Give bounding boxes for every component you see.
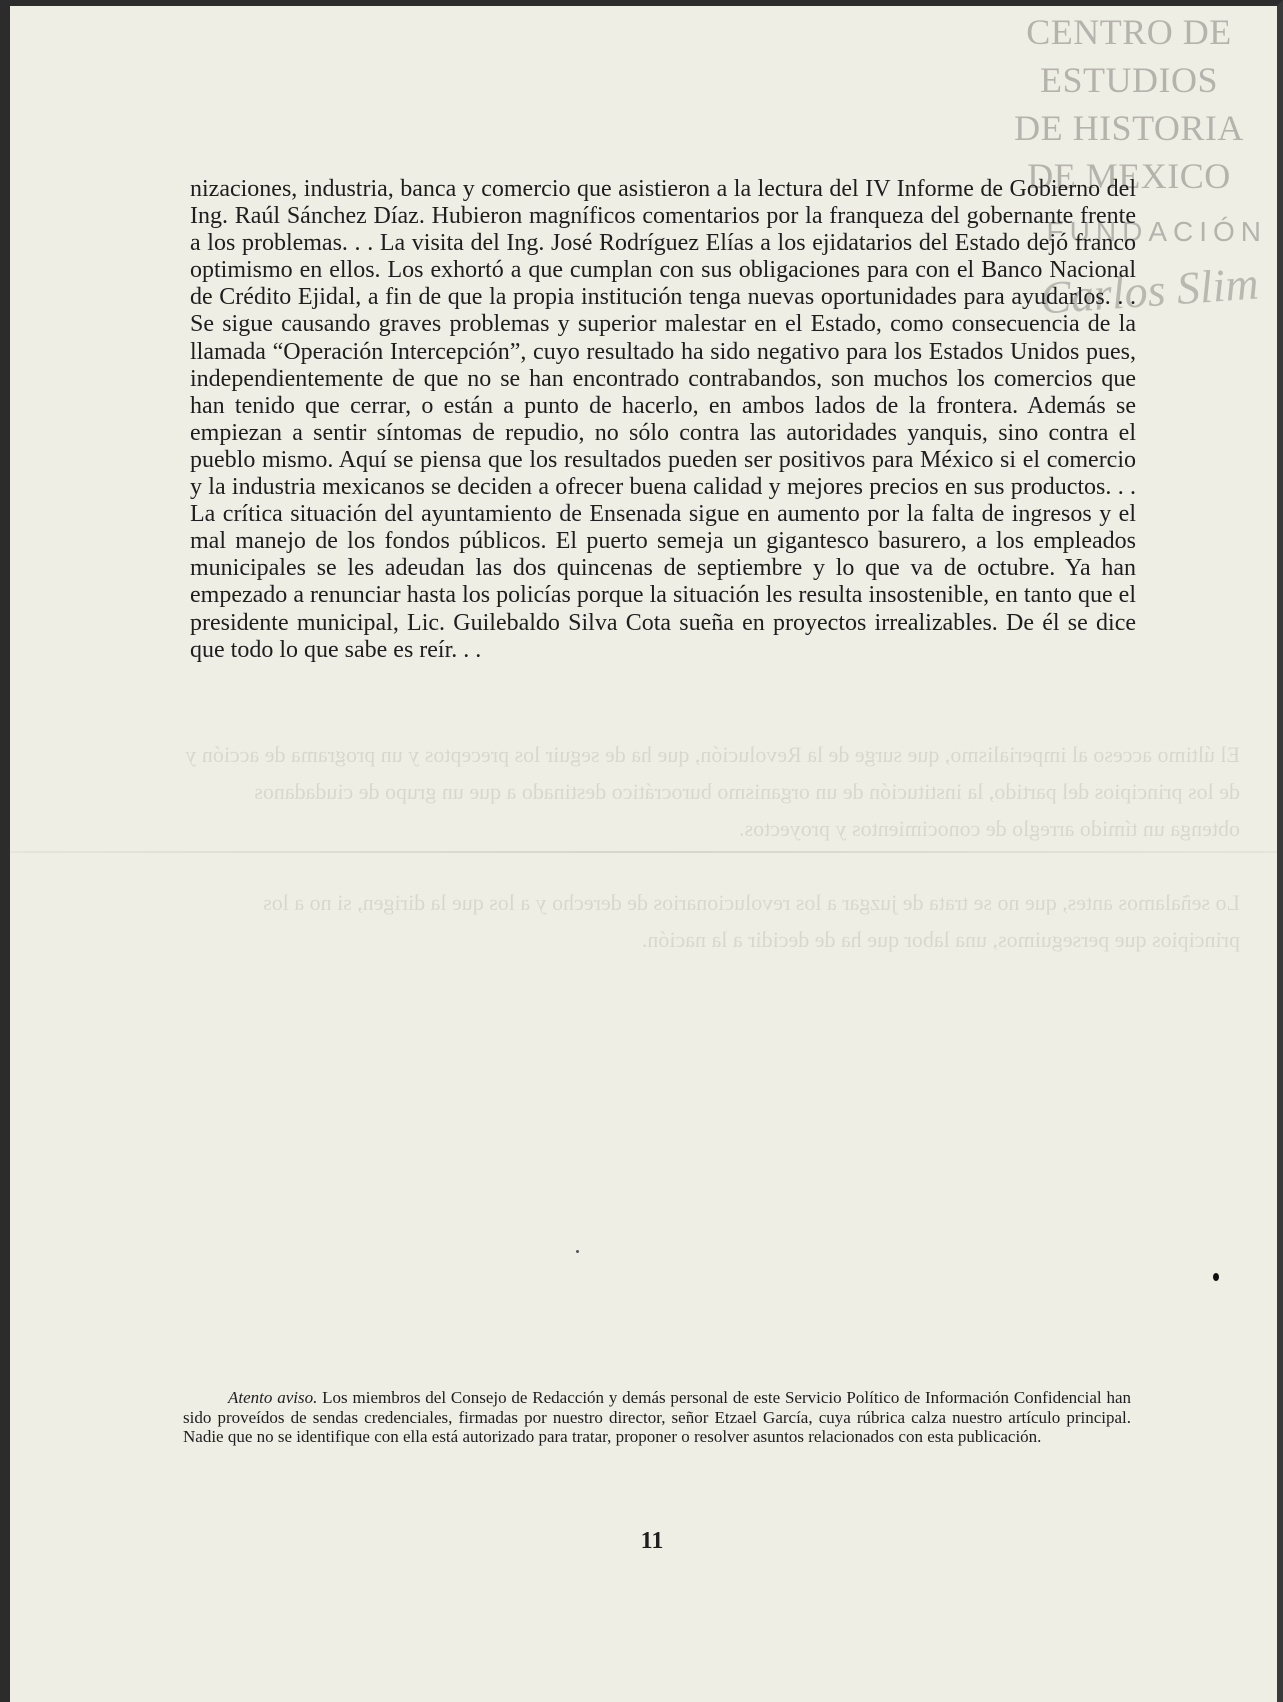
- watermark-signature: Carlos Slim: [1038, 257, 1261, 324]
- ink-speck: [1213, 1273, 1219, 1281]
- archive-watermark-stamp: [989, 8, 1269, 200]
- ink-speck-small: [576, 1250, 579, 1253]
- watermark-line-2: ESTUDIOS: [1039, 60, 1218, 100]
- watermark-line-3: DE HISTORIA: [1014, 108, 1244, 148]
- notice-paragraph: [183, 1388, 1131, 1447]
- watermark-line-1: CENTRO DE: [1026, 12, 1232, 52]
- notice-text: Los miembros del Consejo de Redacción y demás personal de este Servicio Político de Información Confidencial han sido proveídos de sendas credenciales, firmadas por nuestro director, señor Etzael García, cuya rúbrica calza nuestro artículo principal. Nadie que no se identifique con ella está autorizado para tratar, proponer o resolver asuntos relacionados con esta publicación.: [183, 1388, 1132, 1447]
- paper-fold-line: [10, 851, 1277, 853]
- watermark-foundation: FUNDACIÓN: [1046, 216, 1267, 247]
- bleed-through-texture: El último acceso al imperialismo, que surge de la Revolución, que ha de seguir los preceptos y un programa de acción y de los principios del partido, la institución de un organismo burocrático destinado a que un grupo de ciudadanos obtenga un tímido arreglo de conocimientos y proyectos. Lo señalamos antes, que no se trata de juzgar a los revolucionarios de derecho y a los que la dirigen, si no a los principios que perseguimos, una labor que ha de decidir a la nación.: [185, 742, 1240, 952]
- watermark-line-4: DE MEXICO: [1027, 156, 1231, 196]
- main-paragraph: nizaciones, industria, banca y comercio que asistieron a la lectura del IV Informe de Gobierno del Ing. Raúl Sánchez Díaz. Hubieron magníficos comentarios por la franqueza del gobernante frente a los problemas. . . La visita del Ing. José Rodríguez Elías a los ejidatarios del Estado dejó franco optimismo en ellos. Los exhortó a que cumplan con sus obligaciones para con el Banco Nacional de Crédito Ejidal, a fin de que la propia institución tenga nuevas oportunidades para ayudarlos. . . Se sigue causando graves problemas y superior malestar en el Estado, como consecuencia de la llamada “Operación Intercepción”, cuyo resultado ha sido negativo para los Estados Unidos pues, independientemente de que no se han encontrado contrabandos, son muchos los comercios que han tenido que cerrar, o están a punto de hacerlo, en ambos lados de la frontera. Además se empiezan a sentir síntomas de repudio, no sólo contra las autoridades yanquis, sino contra el pueblo mismo. Aquí se piensa que los resultados pueden ser positivos para México si el comercio y la industria mexicanos se deciden a ofrecer buena calidad y mejores precios en sus productos. . . La crítica situación del ayuntamiento de Ensenada sigue en aumento por la falta de ingresos y el mal manejo de los fondos públicos. El puerto semeja un gigantesco basurero, a los empleados municipales se les adeudan las dos quincenas de septiembre y lo que va de octubre. Ya han empezado a renunciar hasta los policías porque la situación les resulta insostenible, en tanto que el presidente municipal, Lic. Guilebaldo Silva Cota sueña en proyectos irrealizables. De él se dice que todo lo que sabe es reír. . .: [190, 176, 1136, 663]
- notice-title: Atento aviso.: [228, 1388, 318, 1407]
- page-number: 11: [640, 1528, 664, 1554]
